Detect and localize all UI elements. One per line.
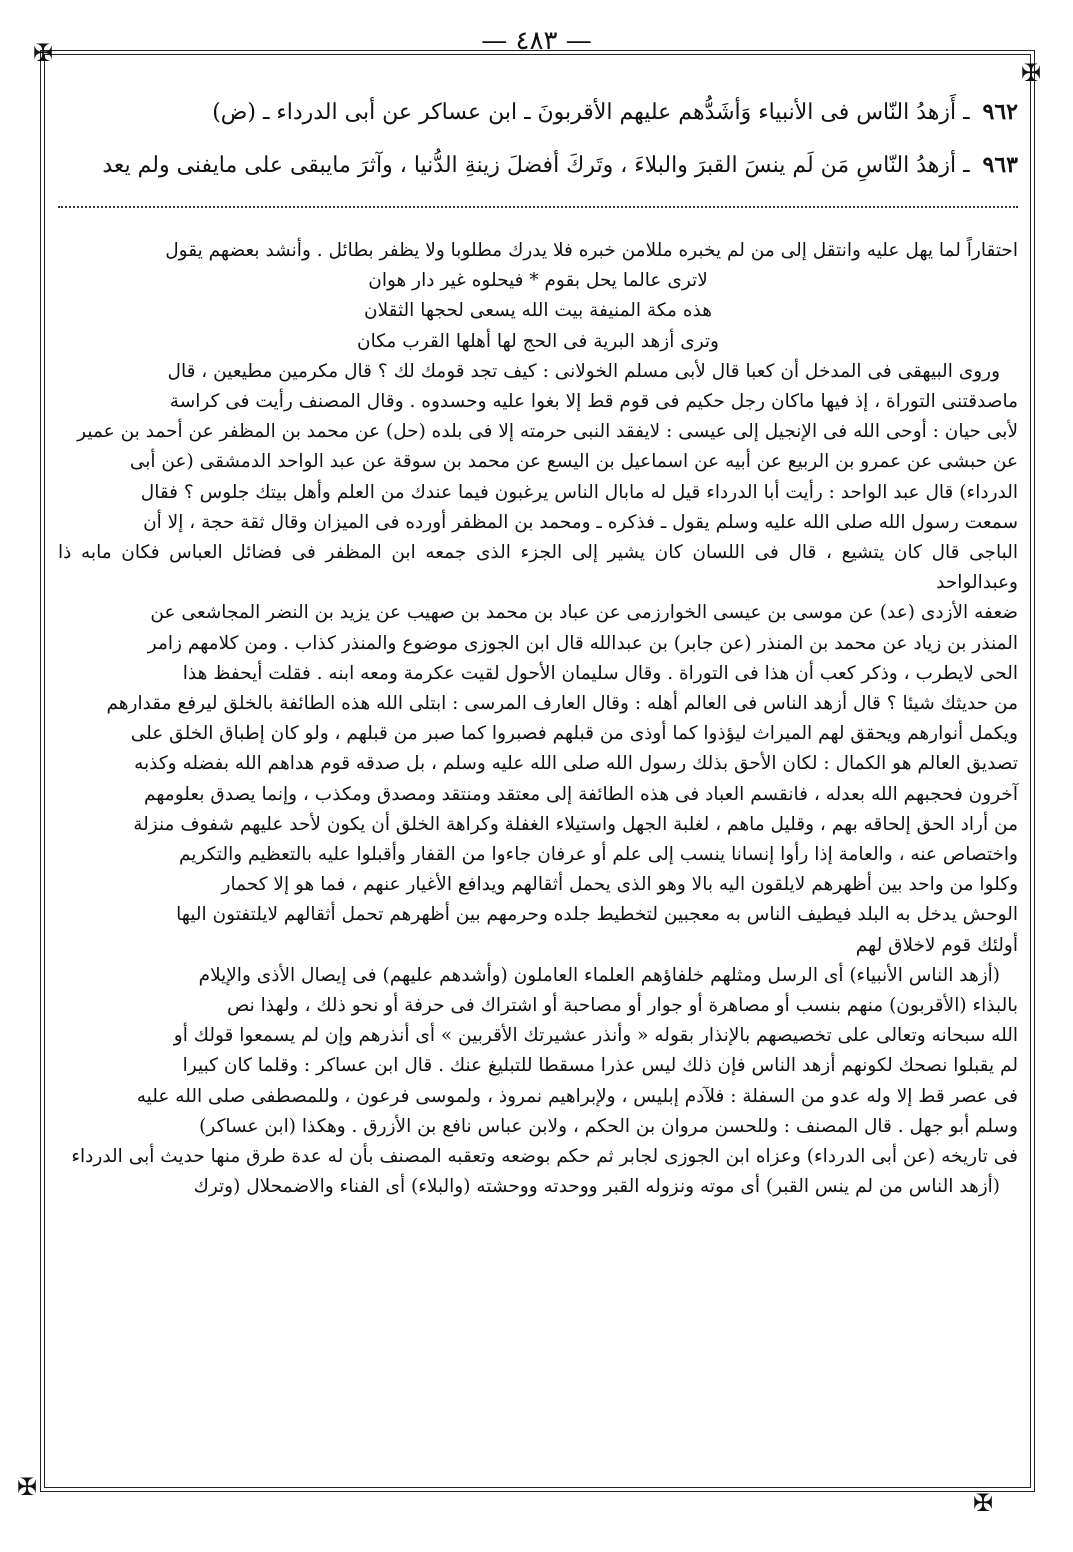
separator-line — [58, 206, 1018, 208]
poem-verse: لاترى عالما يحل بقوم * فيحلوه غير دار هوان — [368, 270, 708, 292]
hadith-text: ـ أَزهدُ النّاس فى الأنبياء وَأشَدُّهم عليهم الأقربونَ ـ ابن عساكر عن أبى الدرداء ـ (ض) — [212, 100, 970, 125]
commentary-line: بالبذاء (الأقربون) منهم بنسب أو مصاهرة أو جوار أو مصاحبة أو اشتراك فى حرفة أو نحو ذلك ، ولهذا نص — [226, 995, 1018, 1017]
commentary-line: وسلم أبو جهل . قال المصنف : وللحسن مروان بن الحكم ، ولابن عباس نافع بن الأزرق . وهكذا (ابن عساكر) — [199, 1115, 1018, 1137]
hadith-number: ٩٦٣ — [982, 152, 1018, 178]
corner-ornament-icon: ✠ — [32, 39, 54, 67]
commentary-line: فى تاريخه (عن أبى الدرداء) وعزاه ابن الجوزى لجابر ثم حكم بوضعه وتعقبه المصنف بأن له عدة طرق منها حديث أبى الدرداء — [71, 1146, 1018, 1168]
commentary-line: المنذر بن زياد عن محمد بن المنذر (عن جابر) بن عبدالله قال ابن الجوزى موضوع والمنذر كذاب . ومن كلامهم زامر — [147, 632, 1018, 654]
commentary-line: من أراد الحق إلحاقه بهم ، وقليل ماهم ، لغلبة الجهل واستيلاء الغفلة وكراهة الخلق أن يكون لأحد عليهم شفوف منزلة — [133, 813, 1018, 835]
hadith-entry — [58, 86, 1018, 139]
corner-ornament-icon: ✠ — [972, 1489, 994, 1517]
commentary-line: الوحش يدخل به البلد فيطيف الناس به معجبين لتخطيط جلده وحرمهم بين أظهرهم تحمل أثقالهم لايلتفتون اليها — [176, 904, 1018, 926]
commentary-line: فى عصر قط إلا وله عدو من السفلة : فلآدم إبليس ، ولإبراهيم نمروذ ، ولموسى فرعون ، وللمصطفى صلى الله عليه — [136, 1085, 1018, 1107]
commentary-line: ضعفه الأزدى (عد) عن موسى بن عيسى الخوارزمى عن عباد بن محمد بن صهيب عن يزيد بن النضر المجاشعى عن — [150, 602, 1018, 624]
commentary-line: (أزهد الناس من لم ينس القبر) أى موته ونزوله القبر ووحدته ووحشته (والبلاء) أى الفناء والاضمحلال (وترك — [193, 1176, 1000, 1198]
hadith-entry — [58, 139, 1018, 192]
hadith-block — [58, 86, 1018, 192]
commentary-line: واختصاص عنه ، والعامة إذا رأوا إنسانا ينسب إلى علم أو عرفان جاءوا من القفار وأقبلوا عليه بالتعظيم والتكريم — [178, 844, 1018, 866]
commentary-line: وروى البيهقى فى المدخل أن كعبا قال لأبى مسلم الخولانى : كيف تجد قومك لك ؟ قال مكرمين مطيعين ، قال — [167, 360, 1000, 382]
commentary-line: لأبى حيان : أوحى الله فى الإنجيل إلى عيسى : لايفقد النبى حرمته إلا فى بلده (حل) عن محمد بن المظفر عن أحمد بن عمير — [77, 421, 1018, 443]
commentary-line: الباجى قال كان يتشيع ، قال فى اللسان كان يشير إلى الجزء الذى جمعه ابن المظفر فى فضائل العباس فكان مابه ذا وعبدالواحد — [58, 542, 1018, 594]
hadith-number: ٩٦٢ — [982, 99, 1018, 125]
commentary-line: الحى لايطرب ، وذكر كعب أن هذا فى التوراة . وقال سليمان الأحول لقيت عكرمة ومعه ابنه . فقلت أيحفظ هذا — [182, 662, 1018, 684]
commentary-line: عن حبشى عن عمرو بن الربيع عن أبيه عن اسماعيل بن اليسع عن محمد بن سوقة عن عبد الواحد الدمشقى (عن أبى — [129, 451, 1018, 473]
corner-ornament-icon: ✠ — [16, 1473, 38, 1501]
commentary-line: آخرون فحجبهم الله بعدله ، فانقسم العباد فى هذه الطائفة إلى معتقد ومنتقد ومصدق ومكذب ، وإنما يصدق بعلومهم — [143, 783, 1018, 805]
commentary-line: لم يقبلوا نصحك لكونهم أزهد الناس فإن ذلك ليس عذرا مسقطا للتبليغ عنك . قال ابن عساكر : وقلما كان كبيرا — [182, 1055, 1018, 1077]
commentary-line: أولئك قوم لاخلاق لهم — [855, 934, 1018, 956]
commentary-line: الدرداء) قال عبد الواحد : رأيت أبا الدرداء قيل له مابال الناس يرغبون فيما عندك من العلم وأهل بيتك جلوس ؟ فقال — [140, 481, 1018, 503]
poem-verse: وترى أزهد البرية فى الحج لها أهلها القرب مكان — [356, 330, 719, 352]
commentary-line: احتقاراً لما يهل عليه وانتقل إلى من لم يخبره مللامن خبره فلا يدرك مطلوبا ولا يظفر بطائل . وأنشد بعضهم يقول — [165, 240, 1018, 261]
commentary-line: من حديثك شيئا ؟ قال أزهد الناس فى العالم أهله : وقال العارف المرسى : ابتلى الله هذه الطائفة بالخلق ليرفع مقدارهم — [106, 693, 1018, 715]
page-number: — ٤٨٣ — — [481, 26, 592, 56]
commentary-line: ويكمل أنوارهم ويحقق لهم الميراث ليؤذوا كما أوذى من قبلهم فصبروا كما صبر من قبلهم ، ولو كان إطباق الخلق على — [130, 723, 1018, 745]
commentary-line: الله سبحانه وتعالى على تخصيصهم بالإنذار بقوله « وأنذر عشيرتك الأقربين » أى أنذرهم وإن لم يسمعوا قولك أو — [173, 1025, 1018, 1047]
commentary-body — [58, 236, 1018, 1203]
commentary-line: ماصدقتنى التوراة ، إذ فيها ماكان رجل حكيم فى قوم قط إلا بغوا عليه وحسدوه . وقال المصنف رأيت فى كراسة — [169, 391, 1018, 413]
commentary-line: وكلوا من واحد بين أظهرهم لايلقون اليه بالا وهو الذى يحمل أثقالهم ويدافع الأغيار عنهم ، فما هو إلا كحمار — [221, 874, 1018, 896]
hadith-text: ـ أزهدُ النّاسِ مَن لَم ينسَ القبرَ والبلاءَ ، وتَركَ أفضلَ زينةِ الدُّنيا ، وآثرَ مايبقى على مايفنى ولم يعد — [102, 153, 970, 178]
commentary-line: (أزهد الناس الأنبياء) أى الرسل ومثلهم خلفاؤهم العلماء العاملون (وأشدهم عليهم) فى إيصال الأذى والإيلام — [198, 964, 1000, 986]
commentary-line: تصديق العالم هو الكمال : لكان الأحق بذلك رسول الله صلى الله عليه وسلم ، بل صدقه قوم هداهم الله بفضله وكذبه — [134, 753, 1018, 775]
corner-ornament-icon: ✠ — [1020, 59, 1042, 87]
poem-verse: هذه مكة المنيفة بيت الله يسعى لحجها الثقلان — [363, 300, 713, 322]
commentary-line: سمعت رسول الله صلى الله عليه وسلم يقول ـ فذكره ـ ومحمد بن المظفر أورده فى الميزان وقال ثقة حجة ، إلا أن — [143, 511, 1018, 533]
